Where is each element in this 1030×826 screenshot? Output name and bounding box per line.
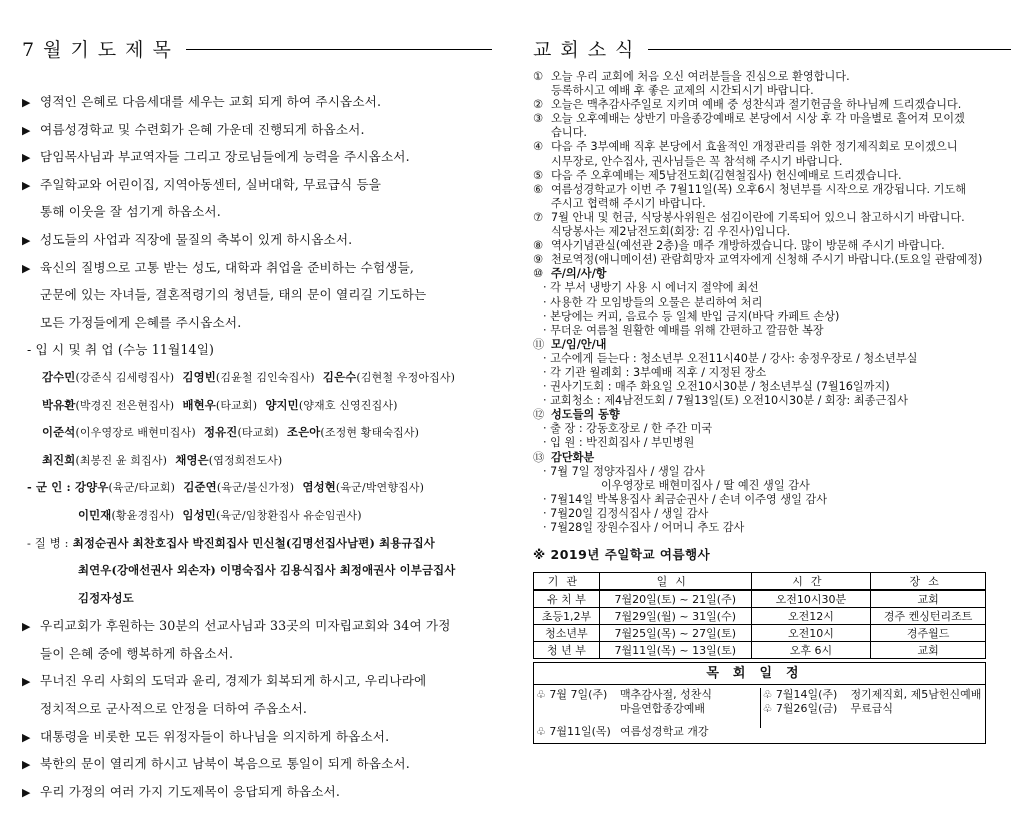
notice-item: [533, 408, 1011, 422]
schedule-event: 무료급식: [850, 702, 894, 716]
notice-detail: · 고수에게 듣는다 : 청소년부 오전11시40분 / 강사: 송정우장로 / 청소년부실: [543, 351, 918, 365]
title-rule: [186, 49, 492, 50]
person-name: 임성민: [182, 507, 216, 522]
person-names: 최정순권사 최찬호집사 박진희집사 민신철(김명선집사남편) 최용규집사: [72, 535, 435, 550]
notice-detail: · 각 기관 월례회 : 3부예배 직후 / 지정된 장소: [543, 365, 767, 379]
notice-heading: 모/임/안/내: [551, 337, 607, 351]
person-relation: (최봉진 윤 희집사): [75, 453, 168, 467]
column-header: 장소: [871, 573, 986, 591]
title-rule: [648, 49, 1011, 50]
notice-item: [533, 169, 1011, 183]
person-name: 이민재: [78, 507, 112, 522]
prayer-text: 주일학교와 어린이집, 지역아동센터, 실버대학, 무료급식 등을: [40, 176, 382, 192]
exam-names-row: [22, 447, 492, 475]
person-relation: (육군/불신가정): [216, 481, 295, 495]
notice-text-continued: 주시고 협력해 주시기 바랍니다.: [551, 196, 706, 210]
notice-number: ⑫: [533, 408, 545, 422]
prayer-item: [22, 171, 492, 199]
person-name: 양지민: [265, 397, 299, 412]
notice-detail: 이우영장로 배현미집사 / 딸 예진 생일 감사: [601, 478, 810, 492]
person-name: 정유진: [204, 425, 238, 440]
schedule-event: 마을연합종강예배: [620, 702, 706, 716]
schedule-date: ♧ 7월11일(목): [536, 725, 611, 739]
person-names: 최연우(강애선권사 외손자) 이명숙집사 김용식집사 최정애권사 이부금집사: [78, 563, 456, 578]
person-relation: (박경진 전은현집사): [75, 398, 175, 412]
person-name: 김준연: [183, 480, 217, 495]
person-name: 채영은: [175, 452, 209, 467]
notice-number: ⑬: [533, 450, 545, 464]
person-relation: (조정현 황태숙집사): [320, 426, 420, 440]
column-header: 기관: [534, 573, 600, 591]
person-name: 이준석: [42, 425, 76, 440]
person-relation: (타교회): [237, 426, 279, 440]
prayer-text-continued: 들이 은혜 중에 행복하게 하옵소서.: [40, 645, 234, 661]
pastoral-right-column: [760, 688, 986, 728]
pastoral-schedule-title: 목회일정: [534, 663, 985, 685]
prayer-text: 여름성경학교 및 수련회가 은혜 가운데 진행되게 하옵소서.: [40, 121, 365, 137]
notice-item: [533, 140, 1011, 154]
prayer-item: [22, 667, 492, 695]
prayer-item: [22, 254, 492, 282]
army-category-label: - 군 인 :: [27, 480, 71, 495]
schedule-entry: [761, 702, 986, 716]
notice-detail: · 권사기도회 : 매주 화요일 오전10시30분 / 청소년부실 (7월16일까지): [543, 380, 890, 394]
prayer-item: [22, 612, 492, 640]
table-cell: 교회: [871, 642, 986, 659]
notice-number: ⑨: [533, 253, 544, 267]
table-row: [534, 642, 986, 659]
notice-text-continued: 등록하시고 예배 후 좋은 교제의 시간되시기 바랍니다.: [551, 84, 814, 98]
schedule-date: ♧ 7월14일(주): [762, 688, 838, 702]
table-cell: 오후 6시: [751, 642, 871, 659]
notice-number: ⑦: [533, 210, 544, 224]
schedule-event: 정기제직회, 제5남헌신예배: [850, 688, 982, 702]
person-name: 염성현: [302, 480, 336, 495]
notice-detail: · 7월 7일 정양자집사 / 생일 감사: [543, 464, 705, 478]
notice-number: ⑧: [533, 239, 544, 253]
prayer-text: 육신의 질병으로 고통 받는 성도, 대학과 취업을 준비하는 수험생들,: [40, 259, 415, 275]
notice-text: 오늘은 맥추감사주일로 지키며 예배 중 성찬식과 절기헌금을 하나님께 드리겠습니다.: [551, 98, 962, 112]
notice-detail: · 출 장 : 강동호장로 / 한 주간 미국: [543, 422, 713, 436]
notice-list: [533, 70, 1011, 535]
army-names-row: [22, 474, 492, 502]
bullet-arrow-icon: ▶: [22, 620, 31, 634]
notice-item: [533, 211, 1011, 225]
person-name: 박유환: [42, 397, 76, 412]
sick-names-row: [22, 530, 492, 558]
person-relation: (이우영장로 배현미집사): [75, 426, 196, 440]
prayer-text: 북한의 문이 열리게 하시고 남북이 복음으로 통일이 되게 하옵소서.: [40, 756, 410, 772]
summer-events-table: [533, 572, 986, 659]
prayer-text: 우리 가정의 여러 가지 기도제목이 응답되게 하옵소서.: [40, 783, 341, 799]
notice-text: 오늘 오후예배는 상반기 마을종강예배로 본당에서 시상 후 각 마을별로 흩어져 모이겠: [551, 112, 965, 126]
notice-number: ③: [533, 112, 544, 126]
person-relation: (엽정희전도사): [208, 453, 283, 467]
person-relation: (육군/임창환집사 유순임권사): [215, 508, 362, 522]
notice-detail: · 입 원 : 박진희집사 / 부민병원: [543, 436, 695, 450]
prayer-topics-title: 7월기도제목: [22, 38, 180, 61]
notice-detail: · 7월20일 김정식집사 / 생일 감사: [543, 506, 709, 520]
bullet-arrow-icon: ▶: [22, 96, 31, 109]
notice-number: ⑪: [533, 337, 545, 351]
bullet-arrow-icon: ▶: [22, 233, 31, 247]
notice-heading: 감단화분: [551, 450, 595, 464]
prayer-text: 영적인 은혜로 다음세대를 세우는 교회 되게 하여 주시옵소서.: [40, 94, 382, 109]
sick-category-label: - 질 병 :: [27, 535, 69, 550]
notice-item: [533, 267, 1011, 281]
table-body: [534, 590, 986, 659]
notice-detail: · 7월28일 장원수집사 / 어머니 추도 감사: [543, 521, 745, 534]
notice-item: [533, 239, 1011, 253]
notice-detail: · 사용한 각 모임방들의 오물은 분리하여 처리: [543, 295, 763, 309]
exam-names-row: [22, 364, 492, 392]
notice-detail: · 무더운 여름철 원활한 예배를 위해 간편하고 깔끔한 복장: [543, 323, 824, 337]
sick-names-row: [22, 557, 492, 585]
notice-text-continued: 습니다.: [551, 126, 587, 140]
person-relation: (강준식 김세령집사): [75, 370, 175, 384]
notice-item: [533, 253, 1011, 267]
notice-detail: · 본당에는 커피, 음료수 등 일체 반입 금지(바닥 카페트 손상): [543, 309, 840, 323]
notice-text-continued: 시무장로, 안수집사, 권사님들은 꼭 참석해 주시기 바랍니다.: [551, 154, 843, 168]
notice-detail: · 교회청소 : 제4남전도회 / 7월13일(토) 오전10시30분 / 회장: 최종근집사: [543, 394, 908, 408]
prayer-item: [22, 88, 492, 116]
notice-number: ①: [533, 70, 544, 83]
notice-item: [533, 338, 1011, 352]
notice-item: [533, 98, 1011, 112]
sick-names-row: [22, 585, 492, 613]
person-relation: (김현철 우정아집사): [356, 370, 456, 384]
notice-text: 다음 주 오후예배는 제5남전도회(김현철집사) 헌신예배로 드리겠습니다.: [551, 168, 902, 182]
notice-text: 7월 안내 및 헌금, 식당봉사위원은 섬김이란에 기록되어 있으니 참고하시기 바랍니다.: [551, 210, 965, 224]
table-cell: 청 년 부: [534, 642, 600, 659]
table-header-row: [534, 573, 986, 591]
table-cell: 7월29일(월) ~ 31일(수): [599, 608, 751, 625]
bullet-arrow-icon: ▶: [22, 261, 31, 275]
person-relation: (양재호 신영진집사): [298, 398, 398, 412]
bullet-arrow-icon: ▶: [22, 675, 31, 689]
prayer-item: [22, 143, 492, 171]
notice-item: [533, 112, 1011, 126]
prayer-item: [22, 750, 492, 778]
table-cell: 7월20일(토) ~ 21일(주): [599, 590, 751, 608]
person-name: 최진희: [42, 452, 76, 467]
prayer-item: [22, 226, 492, 254]
table-cell: 교회: [871, 590, 986, 608]
schedule-entry: [534, 688, 760, 702]
person-relation: (타교회): [215, 398, 258, 412]
column-header: 일시: [599, 573, 751, 591]
notice-number: ⑩: [533, 267, 544, 281]
prayer-topics-header: [22, 30, 492, 66]
notice-detail: · 각 부서 냉방기 사용 시 에너지 절약에 최선: [543, 281, 759, 295]
schedule-entry: [534, 702, 760, 716]
prayer-text-continued: 정치적으로 군사적으로 안정을 더하여 주옵소서.: [40, 701, 308, 717]
notice-heading: 주/의/사/항: [551, 267, 607, 281]
bullet-arrow-icon: ▶: [22, 785, 31, 799]
notice-number: ②: [533, 98, 544, 112]
prayer-text: 담임목사님과 부교역자들 그리고 장로님들에게 능력을 주시옵소서.: [40, 149, 410, 165]
prayer-list: [22, 88, 492, 805]
prayer-text-continued: 통해 이웃을 잘 섬기게 하옵소서.: [40, 204, 221, 220]
notice-text-continued: 식당봉사는 제2남전도회(회장: 김 우진사)입니다.: [551, 225, 791, 239]
notice-item: [533, 183, 1011, 197]
exam-category-label: - 입 시 및 취 업 (수능 11월14일): [27, 342, 215, 358]
notice-item: [533, 451, 1011, 465]
notice-detail: · 7월14일 박복용집사 최금순권사 / 손녀 이주영 생일 감사: [543, 492, 828, 506]
person-names: 김정자성도: [78, 590, 134, 605]
schedule-date: ♧ 7월26일(금): [762, 702, 838, 716]
notice-text: 여름성경학교가 이번 주 7월11일(목) 오후6시 청년부를 시작으로 개강됩니다. 기도해: [551, 182, 967, 196]
table-cell: 경주 켄싱턴리조트: [871, 608, 986, 625]
prayer-text: 대통령을 비롯한 모든 위정자들이 하나님을 의지하게 하옵소서.: [40, 728, 390, 744]
notice-text: 천로역정(애니메이션) 관람희망자 교역자에게 신청해 주시기 바랍니다.(토요일 관람예정): [551, 253, 983, 267]
exam-names-row: [22, 419, 492, 447]
prayer-item: [22, 116, 492, 144]
person-name: 감수민: [42, 369, 76, 384]
schedule-entry: [761, 688, 986, 702]
person-relation: (육군/타교회): [108, 481, 176, 495]
table-row: [534, 590, 986, 608]
bullet-arrow-icon: ▶: [22, 758, 31, 772]
prayer-text-continued: 군문에 있는 자녀들, 결혼적령기의 청년들, 태의 문이 열리길 기도하는: [40, 287, 427, 303]
pastoral-schedule-box: [533, 662, 986, 744]
notice-number: ⑥: [533, 182, 544, 196]
table-row: [534, 625, 986, 642]
notice-item: [533, 70, 1011, 84]
prayer-text: 우리교회가 후원하는 30분의 선교사님과 33곳의 미자립교회와 34여 가정: [40, 618, 451, 634]
bullet-arrow-icon: ▶: [22, 178, 31, 192]
schedule-title: ※ 2019년 주일학교 여름행사: [533, 547, 711, 563]
bullet-arrow-icon: ▶: [22, 151, 31, 165]
prayer-topics-section: [22, 30, 492, 805]
schedule-date: ♧ 7월 7일(주): [536, 688, 608, 702]
prayer-text: 무너진 우리 사회의 도덕과 윤리, 경제가 회복되게 하시고, 우리나라에: [40, 673, 427, 689]
bullet-arrow-icon: ▶: [22, 730, 31, 744]
notice-text: 역사기념관실(예선관 2층)을 매주 개방하겠습니다. 많이 방문해 주시기 바랍니다.: [551, 239, 945, 253]
person-name: 배현우: [182, 397, 216, 412]
pastoral-left-column: [534, 688, 760, 739]
person-name: 김영빈: [182, 369, 216, 384]
table-cell: 오전12시: [751, 608, 871, 625]
prayer-item: [22, 778, 492, 806]
person-relation: (황윤경집사): [111, 508, 175, 522]
table-cell: 7월25일(목) ~ 27일(토): [599, 625, 751, 642]
prayer-text: 성도들의 사업과 직장에 물질의 축복이 있게 하시옵소서.: [40, 231, 353, 247]
bullet-arrow-icon: ▶: [22, 123, 31, 137]
table-cell: 경주월드: [871, 625, 986, 642]
table-cell: 오전10시: [751, 625, 871, 642]
table-cell: 7월11일(목) ~ 13일(토): [599, 642, 751, 659]
notice-heading: 성도들의 동향: [551, 408, 620, 422]
person-relation: (육군/박연향집사): [335, 481, 425, 495]
notice-number: ⑤: [533, 168, 544, 182]
notice-text: 다음 주 3부예배 직후 본당에서 효율적인 개정관리를 위한 정기제직회로 모이겠으니: [551, 140, 958, 154]
column-header: 시간: [751, 573, 871, 591]
table-row: [534, 608, 986, 625]
notice-text: 오늘 우리 교회에 처음 오신 여러분들을 진심으로 환영합니다.: [551, 70, 850, 83]
table-cell: 유 치 부: [534, 590, 600, 608]
person-name: 조은아: [286, 425, 321, 440]
schedule-event: 맥추감사절, 성찬식: [620, 688, 713, 702]
table-cell: 청소년부: [534, 625, 600, 642]
person-name: 김은수: [322, 369, 357, 384]
notice-number: ④: [533, 140, 544, 154]
army-names-row: [22, 502, 492, 530]
prayer-item: [22, 723, 492, 751]
schedule-date: [534, 702, 620, 716]
schedule-event: 여름성경학교 개강: [620, 725, 709, 739]
prayer-text-continued: 모든 가정들에게 은혜를 주시옵소서.: [40, 314, 242, 330]
exam-names-row: [22, 392, 492, 420]
table-cell: 오전10시30분: [751, 590, 871, 608]
church-news-header: [533, 30, 1011, 66]
church-news-title: 교회소식: [533, 38, 643, 61]
person-relation: (김윤철 김인숙집사): [215, 370, 315, 384]
church-news-section: [533, 30, 1011, 744]
person-name: 강양우: [75, 480, 109, 495]
table-cell: 초등1,2부: [534, 608, 600, 625]
schedule-entry: [534, 725, 760, 739]
